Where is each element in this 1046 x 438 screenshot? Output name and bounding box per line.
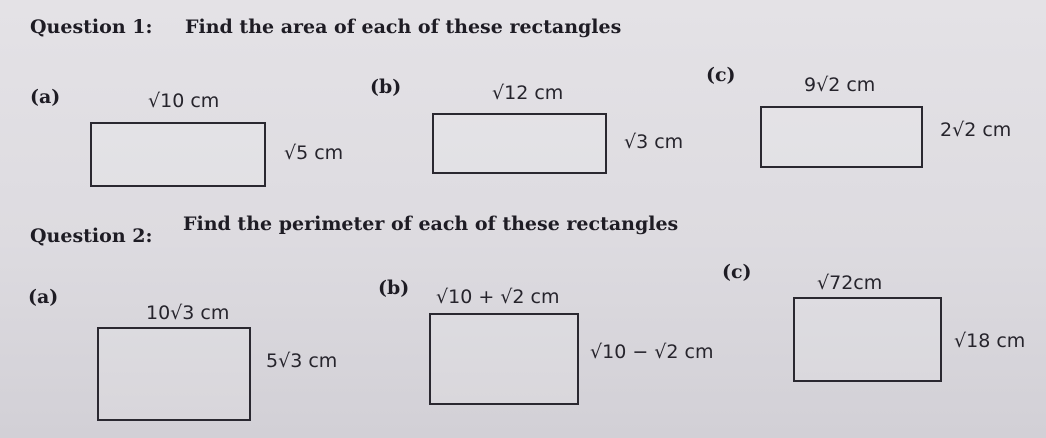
q1-c-label: (c) <box>706 64 736 86</box>
q2-c-height-label: √18 cm <box>954 330 1026 352</box>
q1-a-label: (a) <box>30 86 61 108</box>
q1-b-width-label: √12 cm <box>492 82 564 104</box>
q2-b-rectangle <box>429 313 579 405</box>
q1-a-width-label: √10 cm <box>148 90 220 112</box>
q2-c-rectangle <box>793 297 942 382</box>
q2-b-label: (b) <box>378 277 410 299</box>
q1-a-rectangle <box>90 122 266 187</box>
q1-b-rectangle <box>432 113 607 174</box>
q1-b-label: (b) <box>370 76 402 98</box>
question-2-title: Question 2: <box>30 225 153 247</box>
q2-a-label: (a) <box>28 286 59 308</box>
q2-c-width-label: √72cm <box>817 272 883 294</box>
q2-b-height-label: √10 − √2 cm <box>590 341 714 363</box>
question-1-instruction: Find the area of each of these rectangles <box>185 16 622 38</box>
q2-a-width-label: 10√3 cm <box>146 302 230 324</box>
q1-c-rectangle <box>760 106 923 168</box>
q2-c-label: (c) <box>722 261 752 283</box>
q1-c-height-label: 2√2 cm <box>940 119 1012 141</box>
question-1-title: Question 1: <box>30 16 153 38</box>
question-2-instruction: Find the perimeter of each of these rectangles <box>183 213 679 235</box>
q2-b-width-label: √10 + √2 cm <box>436 286 560 308</box>
q2-a-height-label: 5√3 cm <box>266 350 338 372</box>
q1-a-height-label: √5 cm <box>284 142 344 164</box>
q1-b-height-label: √3 cm <box>624 131 684 153</box>
q1-c-width-label: 9√2 cm <box>804 74 876 96</box>
q2-a-rectangle <box>97 327 251 421</box>
